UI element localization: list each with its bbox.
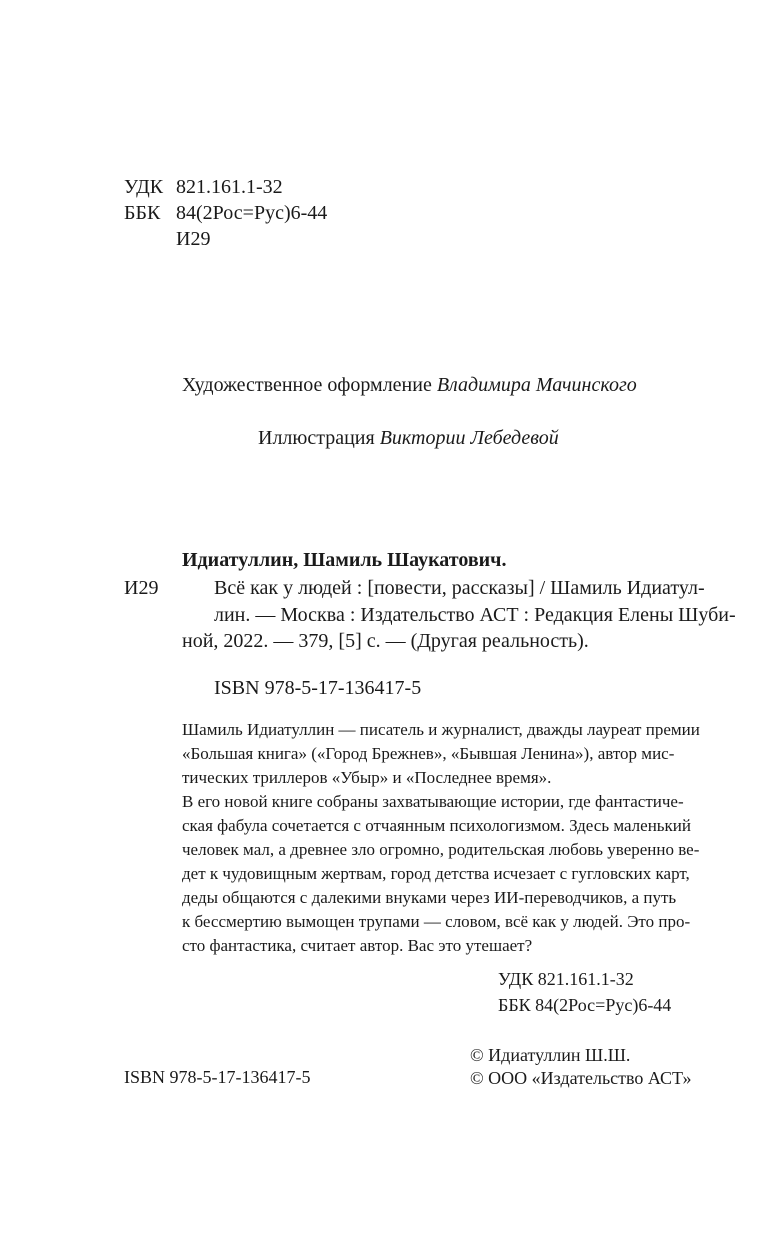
record-line: Всё как у людей : [повести, рассказы] / Шамиль Идиатул- (214, 577, 705, 599)
author-mark: И29 (176, 228, 211, 250)
design-credit-prefix: Художественное оформление (182, 374, 432, 396)
record-isbn: ISBN 978-5-17-136417-5 (214, 677, 422, 699)
footer-udk: УДК 821.161.1-32 (498, 969, 634, 989)
annotation (182, 718, 700, 958)
annotation-line: Шамиль Идиатуллин — писатель и журналист, дважды лауреат премии (182, 720, 700, 739)
record-author-heading: Идиатуллин, Шамиль Шаукатович. (182, 549, 507, 571)
illustration-credit-name: Виктории Лебедевой (379, 427, 559, 449)
annotation-line: человек мал, а древнее зло огромно, родительская любовь уверенно ве- (182, 840, 700, 859)
annotation-line: дет к чудовищным жертвам, город детства исчезает с гугловских карт, (182, 864, 690, 883)
illustration-credit-prefix: Иллюстрация (258, 427, 375, 449)
bbk-label: ББК (124, 202, 161, 224)
record-line: лин. — Москва : Издательство АСТ : Редакция Елены Шуби- (214, 603, 736, 626)
design-credit-name: Владимира Мачинского (436, 374, 637, 396)
copyright-publisher: © ООО «Издательство АСТ» (470, 1068, 692, 1088)
copyright-isbn: ISBN 978-5-17-136417-5 (124, 1067, 311, 1087)
copyright-author: © Идиатуллин Ш.Ш. (470, 1045, 631, 1065)
footer-bbk: ББК 84(2Рос=Рус)6-44 (498, 995, 672, 1015)
illustration-credit (258, 425, 559, 451)
record-description (182, 575, 736, 655)
annotation-line: к бессмертию вымощен трупами — словом, всё как у людей. Это про- (182, 912, 691, 931)
annotation-line: «Большая книга» («Город Брежнев», «Бывшая Ленина»), автор мис- (182, 744, 675, 763)
annotation-line: сто фантастика, считает автор. Вас это утешает? (182, 936, 533, 955)
udk-value: 821.161.1-32 (176, 176, 283, 198)
annotation-line: тических триллеров «Убыр» и «Последнее время». (182, 768, 552, 787)
design-credit (182, 372, 637, 398)
annotation-line: ская фабула сочетается с отчаянным психологизмом. Здесь маленький (182, 816, 691, 835)
record-mark: И29 (124, 577, 159, 599)
bbk-value: 84(2Рос=Рус)6-44 (176, 202, 328, 224)
record-line: ной, 2022. — 379, [5] с. — (Другая реальность). (182, 630, 589, 652)
udk-label: УДК (124, 176, 164, 198)
annotation-line: деды общаются с далекими внуками через ИИ-переводчиков, а путь (182, 888, 677, 907)
annotation-line: В его новой книге собраны захватывающие истории, где фантастиче- (182, 792, 684, 811)
